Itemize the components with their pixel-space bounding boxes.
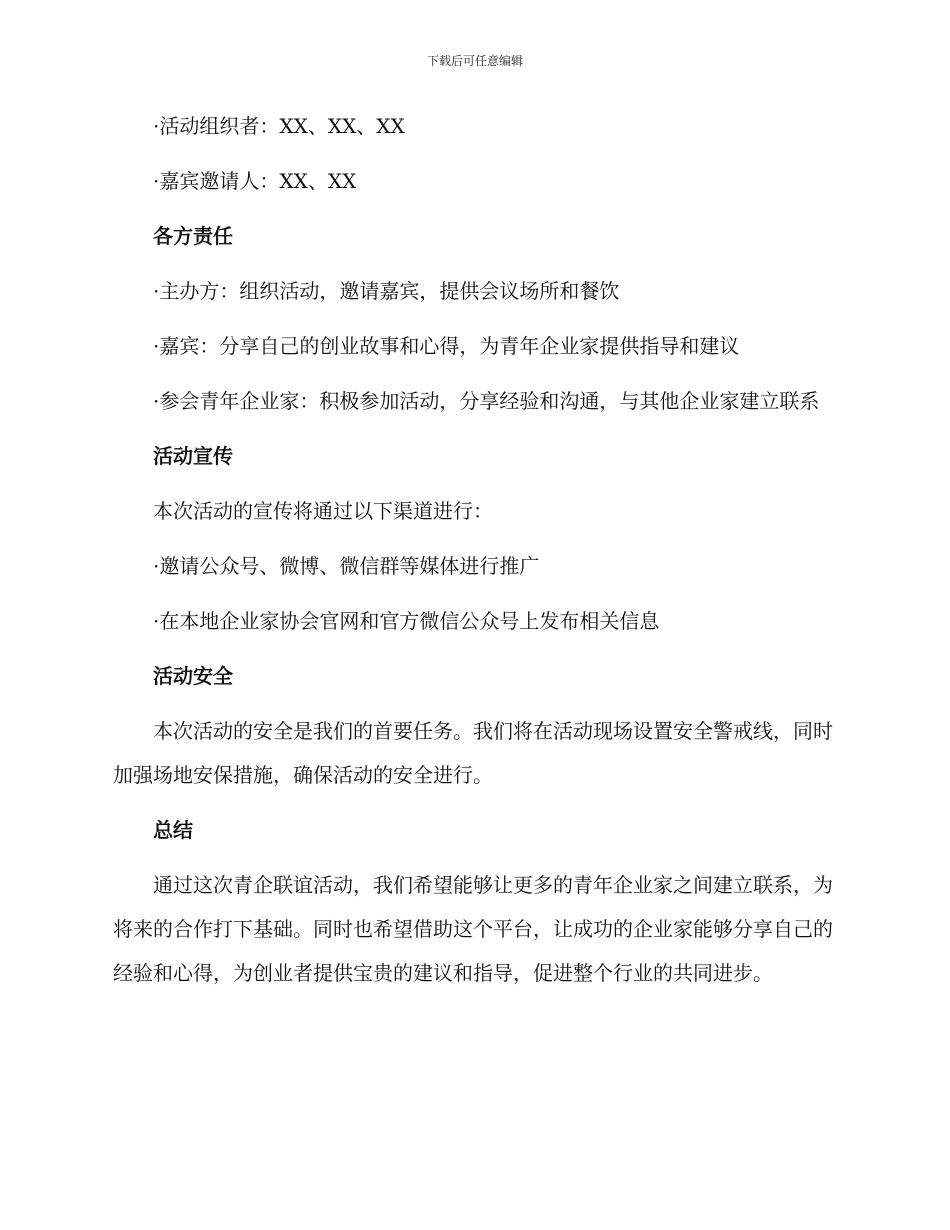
- page-header: 下载后可任意编辑: [426, 54, 523, 68]
- bullet-media: ·邀请公众号、微博、微信群等媒体进行推广: [153, 554, 540, 578]
- document-body: [113, 104, 835, 1006]
- summary-paragraph: 通过这次青企联谊活动，我们希望能够让更多的青年企业家之间建立联系，为将来的合作打下基础。同时也希望借助这个平台，让成功的企业家能够分享自己的经验和心得，为创业者提供宝贵的建议和指导，促进整个行业的共同进步。: [113, 873, 833, 985]
- bullet-guests: ·嘉宾：分享自己的创业故事和心得，为青年企业家提供指导和建议: [153, 334, 740, 358]
- bullet-organizers: ·活动组织者：XX、XX、XX: [153, 114, 405, 138]
- heading-summary: 总结: [153, 818, 193, 842]
- safety-paragraph: 本次活动的安全是我们的首要任务。我们将在活动现场设置安全警戒线，同时加强场地安保措施，确保活动的安全进行。: [113, 719, 833, 787]
- heading-responsibilities: 各方责任: [153, 224, 233, 248]
- promotion-intro: 本次活动的宣传将通过以下渠道进行：: [153, 499, 493, 523]
- bullet-guest-inviters: ·嘉宾邀请人：XX、XX: [153, 169, 357, 193]
- bullet-website: ·在本地企业家协会官网和官方微信公众号上发布相关信息: [153, 609, 660, 633]
- heading-safety: 活动安全: [153, 664, 233, 688]
- bullet-participants: ·参会青年企业家：积极参加活动，分享经验和沟通，与其他企业家建立联系: [153, 389, 820, 413]
- heading-promotion: 活动宣传: [153, 444, 233, 468]
- bullet-host: ·主办方：组织活动，邀请嘉宾，提供会议场所和餐饮: [153, 279, 620, 303]
